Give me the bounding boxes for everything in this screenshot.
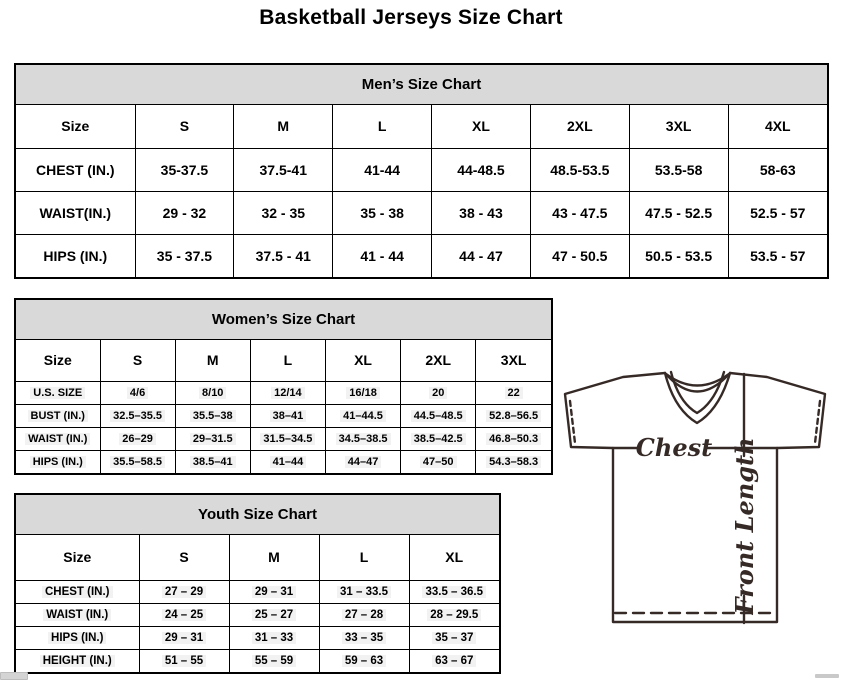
table-row-waist: [16, 603, 499, 626]
cell: 32.5–35.5: [100, 404, 175, 427]
row-label: HEIGHT (IN.): [16, 649, 139, 672]
col-header: XL: [432, 105, 531, 148]
cell: 31 – 33.5: [319, 580, 409, 603]
cell: 51 – 55: [139, 649, 229, 672]
cell: 59 – 63: [319, 649, 409, 672]
cell: 44-48.5: [432, 148, 531, 191]
cell: 8/10: [175, 381, 250, 404]
cell: 25 – 27: [229, 603, 319, 626]
table-row-hips: [16, 234, 827, 277]
cell: 52.8–56.5: [476, 404, 551, 427]
cell: 46.8–50.3: [476, 427, 551, 450]
cell: 35 - 38: [333, 191, 432, 234]
cell: 35 - 37.5: [135, 234, 234, 277]
col-header: S: [100, 340, 175, 381]
cell: 20: [401, 381, 476, 404]
youth-size-chart: [14, 493, 501, 674]
cell: 53.5-58: [629, 148, 728, 191]
col-header: M: [175, 340, 250, 381]
cell: 53.5 - 57: [728, 234, 827, 277]
cell: 38–41: [250, 404, 325, 427]
table-header-row: [16, 340, 551, 381]
row-label: HIPS (IN.): [16, 234, 135, 277]
table-row-waist: [16, 427, 551, 450]
row-label: HIPS (IN.): [16, 626, 139, 649]
row-label: WAIST (IN.): [16, 427, 100, 450]
cell: 35 – 37: [409, 626, 499, 649]
cell: 47–50: [401, 450, 476, 473]
row-label: BUST (IN.): [16, 404, 100, 427]
row-label: WAIST (IN.): [16, 603, 139, 626]
cell: 47 - 50.5: [530, 234, 629, 277]
col-header-size: Size: [16, 535, 139, 580]
row-label: WAIST(IN.): [16, 191, 135, 234]
col-header-size: Size: [16, 105, 135, 148]
mens-chart-title: Men’s Size Chart: [16, 65, 827, 105]
col-header: 2XL: [401, 340, 476, 381]
cell: 55 – 59: [229, 649, 319, 672]
col-header: L: [333, 105, 432, 148]
cell: 35.5–58.5: [100, 450, 175, 473]
table-header-row: [16, 535, 499, 580]
cell: 29 – 31: [229, 580, 319, 603]
cell: 41–44: [250, 450, 325, 473]
col-header: XL: [325, 340, 400, 381]
col-header: S: [139, 535, 229, 580]
cell: 37.5 - 41: [234, 234, 333, 277]
jersey-diagram: [557, 360, 843, 660]
cell: 12/14: [250, 381, 325, 404]
cell: 34.5–38.5: [325, 427, 400, 450]
cell: 24 – 25: [139, 603, 229, 626]
cell: 38 - 43: [432, 191, 531, 234]
row-label: U.S. SIZE: [16, 381, 100, 404]
cell: 33 – 35: [319, 626, 409, 649]
table-row-chest: [16, 148, 827, 191]
table-row-bust: [16, 404, 551, 427]
womens-chart-title: Women’s Size Chart: [16, 300, 551, 340]
cell: 50.5 - 53.5: [629, 234, 728, 277]
cell: 38.5–42.5: [401, 427, 476, 450]
cell: 35-37.5: [135, 148, 234, 191]
cell: 41 - 44: [333, 234, 432, 277]
cell: 16/18: [325, 381, 400, 404]
cell: 27 – 28: [319, 603, 409, 626]
cell: 44–47: [325, 450, 400, 473]
cell: 44 - 47: [432, 234, 531, 277]
page-title: Basketball Jerseys Size Chart: [259, 6, 563, 29]
cell: 4/6: [100, 381, 175, 404]
cell: 58-63: [728, 148, 827, 191]
row-label: CHEST (IN.): [16, 580, 139, 603]
cell: 29 - 32: [135, 191, 234, 234]
cell: 29–31.5: [175, 427, 250, 450]
womens-size-chart: [14, 298, 553, 475]
col-header: 4XL: [728, 105, 827, 148]
cell: 38.5–41: [175, 450, 250, 473]
col-header-size: Size: [16, 340, 100, 381]
cell: 29 – 31: [139, 626, 229, 649]
table-row-height: [16, 649, 499, 672]
table-row-chest: [16, 580, 499, 603]
table-row-waist: [16, 191, 827, 234]
cell: 63 – 67: [409, 649, 499, 672]
col-header: M: [229, 535, 319, 580]
cell: 44.5–48.5: [401, 404, 476, 427]
youth-chart-title: Youth Size Chart: [16, 495, 499, 535]
youth-size-table: [16, 535, 499, 672]
row-label: HIPS (IN.): [16, 450, 100, 473]
col-header: 3XL: [629, 105, 728, 148]
cell: 26–29: [100, 427, 175, 450]
cell: 43 - 47.5: [530, 191, 629, 234]
cell: 32 - 35: [234, 191, 333, 234]
cell: 28 – 29.5: [409, 603, 499, 626]
cell: 33.5 – 36.5: [409, 580, 499, 603]
col-header: L: [319, 535, 409, 580]
table-header-row: [16, 105, 827, 148]
cell: 22: [476, 381, 551, 404]
cell: 35.5–38: [175, 404, 250, 427]
col-header: S: [135, 105, 234, 148]
cell: 41-44: [333, 148, 432, 191]
womens-size-table: [16, 340, 551, 473]
cell: 37.5-41: [234, 148, 333, 191]
cell: 47.5 - 52.5: [629, 191, 728, 234]
cell: 54.3–58.3: [476, 450, 551, 473]
table-row-hips: [16, 626, 499, 649]
cell: 41–44.5: [325, 404, 400, 427]
col-header: 2XL: [530, 105, 629, 148]
table-row-us-size: [16, 381, 551, 404]
col-header: L: [250, 340, 325, 381]
cell: 52.5 - 57: [728, 191, 827, 234]
mens-size-chart: [14, 63, 829, 279]
col-header: 3XL: [476, 340, 551, 381]
cell: 31 – 33: [229, 626, 319, 649]
front-length-label: Front Length: [730, 437, 759, 615]
mens-size-table: [16, 105, 827, 277]
col-header: M: [234, 105, 333, 148]
table-row-hips: [16, 450, 551, 473]
chest-label: Chest: [635, 433, 713, 462]
cell: 48.5-53.5: [530, 148, 629, 191]
row-label: CHEST (IN.): [16, 148, 135, 191]
cell: 27 – 29: [139, 580, 229, 603]
cell: 31.5–34.5: [250, 427, 325, 450]
horizontal-scrollbar-thumb-right[interactable]: [815, 674, 839, 678]
col-header: XL: [409, 535, 499, 580]
